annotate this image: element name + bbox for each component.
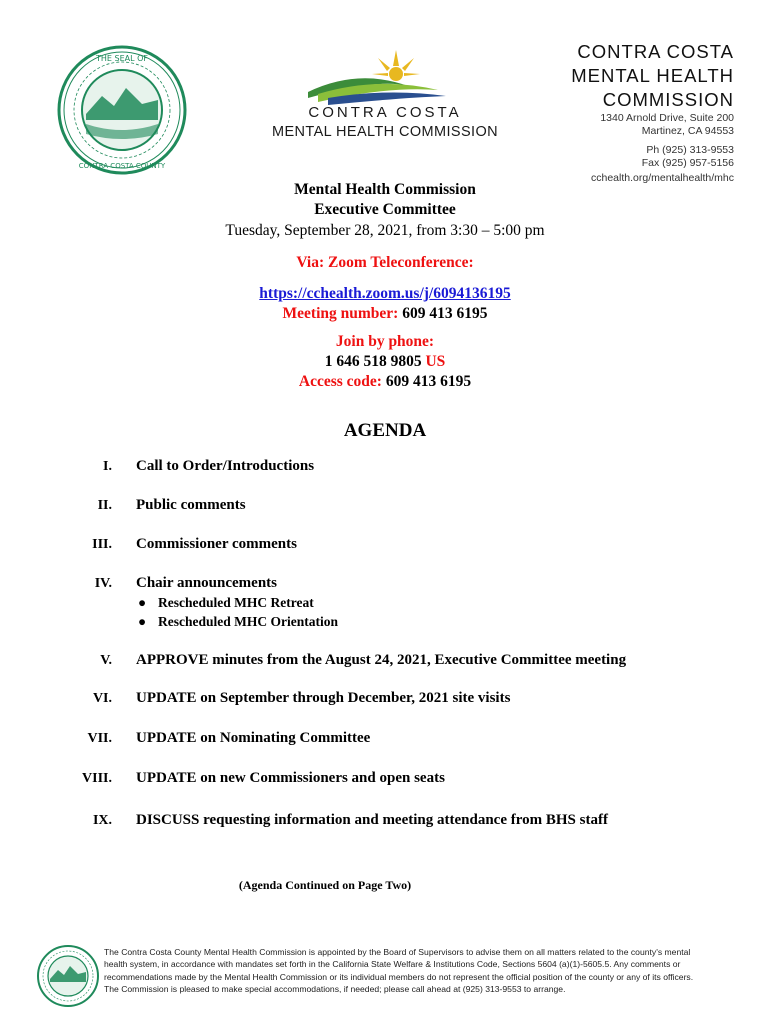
agenda-continued-note: (Agenda Continued on Page Two) xyxy=(238,878,412,892)
commission-name-line1: CONTRA COSTA xyxy=(577,41,734,62)
agenda-item-number: III. xyxy=(92,537,112,552)
logo-text-line2: MENTAL HEALTH COMMISSION xyxy=(271,124,499,140)
agenda-subitem xyxy=(138,595,314,611)
agenda-item-number: IX. xyxy=(92,813,112,828)
phone-number: Ph (925) 313-9553 xyxy=(646,144,734,156)
agenda-item xyxy=(0,730,770,750)
agenda-item-number: VII. xyxy=(87,731,112,746)
committee-name: Executive Committee xyxy=(314,201,456,218)
svg-text:THE SEAL OF: THE SEAL OF xyxy=(95,54,149,63)
agenda-item xyxy=(0,652,770,672)
zoom-link[interactable]: https://cchealth.zoom.us/j/6094136195 xyxy=(259,285,511,302)
agenda-item xyxy=(0,690,770,710)
agenda-item xyxy=(0,770,770,790)
zoom-label: Via: Zoom Teleconference: xyxy=(296,254,474,271)
contact-block xyxy=(591,112,734,185)
agenda-item-text: Public comments xyxy=(136,497,246,513)
agenda-item-text: UPDATE on Nominating Committee xyxy=(136,730,371,746)
agenda-item-text: DISCUSS requesting information and meeting attendance from BHS staff xyxy=(136,812,608,828)
agenda-item xyxy=(0,812,770,832)
website: cchealth.org/mentalhealth/mhc xyxy=(591,172,734,184)
agenda-subitem-text: Rescheduled MHC Retreat xyxy=(158,595,314,610)
agenda-item-number: V. xyxy=(100,653,112,668)
agenda-item-text: UPDATE on new Commissioners and open seats xyxy=(136,770,445,786)
footer-line: health system, in accordance with mandates set forth in the California State Welfare & Institutions Code, Sections 5604 (a)(1)-5605.5. Any comments or xyxy=(104,959,681,970)
meeting-title: Mental Health Commission xyxy=(294,181,476,198)
agenda-item-text: UPDATE on September through December, 2021 site visits xyxy=(136,690,511,706)
zoom-link-row xyxy=(0,285,770,303)
agenda-item-text: Commissioner comments xyxy=(136,536,297,552)
agenda-item-text: APPROVE minutes from the August 24, 2021, Executive Committee meeting xyxy=(136,652,627,668)
agenda-title: AGENDA xyxy=(343,420,427,441)
svg-text:CONTRA COSTA COUNTY: CONTRA COSTA COUNTY xyxy=(78,162,166,170)
dial-in-row xyxy=(0,353,770,371)
agenda-item xyxy=(0,458,770,478)
address-line1: 1340 Arnold Drive, Suite 200 xyxy=(600,112,734,124)
agenda-item-number: VIII. xyxy=(82,771,112,786)
access-code-label: Access code: xyxy=(298,373,382,390)
footer-line: recommendations made by the Mental Health Commission or its individual members do not represent the official position of the county or any of its officers. xyxy=(104,971,694,982)
fax-number: Fax (925) 957-5156 xyxy=(641,157,734,169)
address-line2: Martinez, CA 94553 xyxy=(641,125,734,137)
meeting-number: 609 413 6195 xyxy=(402,305,488,322)
agenda-item-number: I. xyxy=(103,459,112,474)
commission-name-line2: MENTAL HEALTH xyxy=(571,65,734,86)
access-code-row xyxy=(0,373,770,391)
footer-line: The Commission is pleased to make special accommodations, if needed; please call ahead at (925) 313-9553 to arrange. xyxy=(104,984,566,995)
agenda-item-number: VI. xyxy=(92,691,112,706)
logo-text-line1: CONTRA COSTA xyxy=(308,104,462,121)
agenda-subitem xyxy=(138,614,338,630)
dial-in-number: 1 646 518 9805 xyxy=(324,353,422,370)
commission-logo-icon xyxy=(298,48,448,106)
meeting-number-label: Meeting number: xyxy=(282,305,399,322)
commission-name-line3: COMMISSION xyxy=(602,89,734,110)
meeting-date: Tuesday, September 28, 2021, from 3:30 – 5:00 pm xyxy=(225,222,545,239)
agenda-item xyxy=(0,536,770,556)
commission-name-block xyxy=(571,40,734,112)
footer-seal-icon xyxy=(36,944,100,1008)
agenda-item xyxy=(0,575,770,595)
footer-line: The Contra Costa County Mental Health Commission is appointed by the Board of Supervisors to advise them on all matters related to the county's mental xyxy=(104,947,691,957)
bullet-icon: ● xyxy=(138,614,147,629)
agenda-item-number: IV. xyxy=(94,576,112,591)
agenda-item xyxy=(0,497,770,517)
agenda-item-text: Call to Order/Introductions xyxy=(136,458,315,474)
agenda-item-text: Chair announcements xyxy=(136,575,277,591)
meeting-number-row xyxy=(0,305,770,323)
bullet-icon: ● xyxy=(138,595,147,610)
agenda-subitem-text: Rescheduled MHC Orientation xyxy=(158,614,338,629)
agenda-item-number: II. xyxy=(97,498,112,513)
dial-in-country: US xyxy=(425,353,446,370)
join-phone-label: Join by phone: xyxy=(335,333,435,350)
access-code: 609 413 6195 xyxy=(385,373,472,390)
county-seal-icon xyxy=(56,44,188,176)
footer-disclaimer xyxy=(104,946,704,996)
